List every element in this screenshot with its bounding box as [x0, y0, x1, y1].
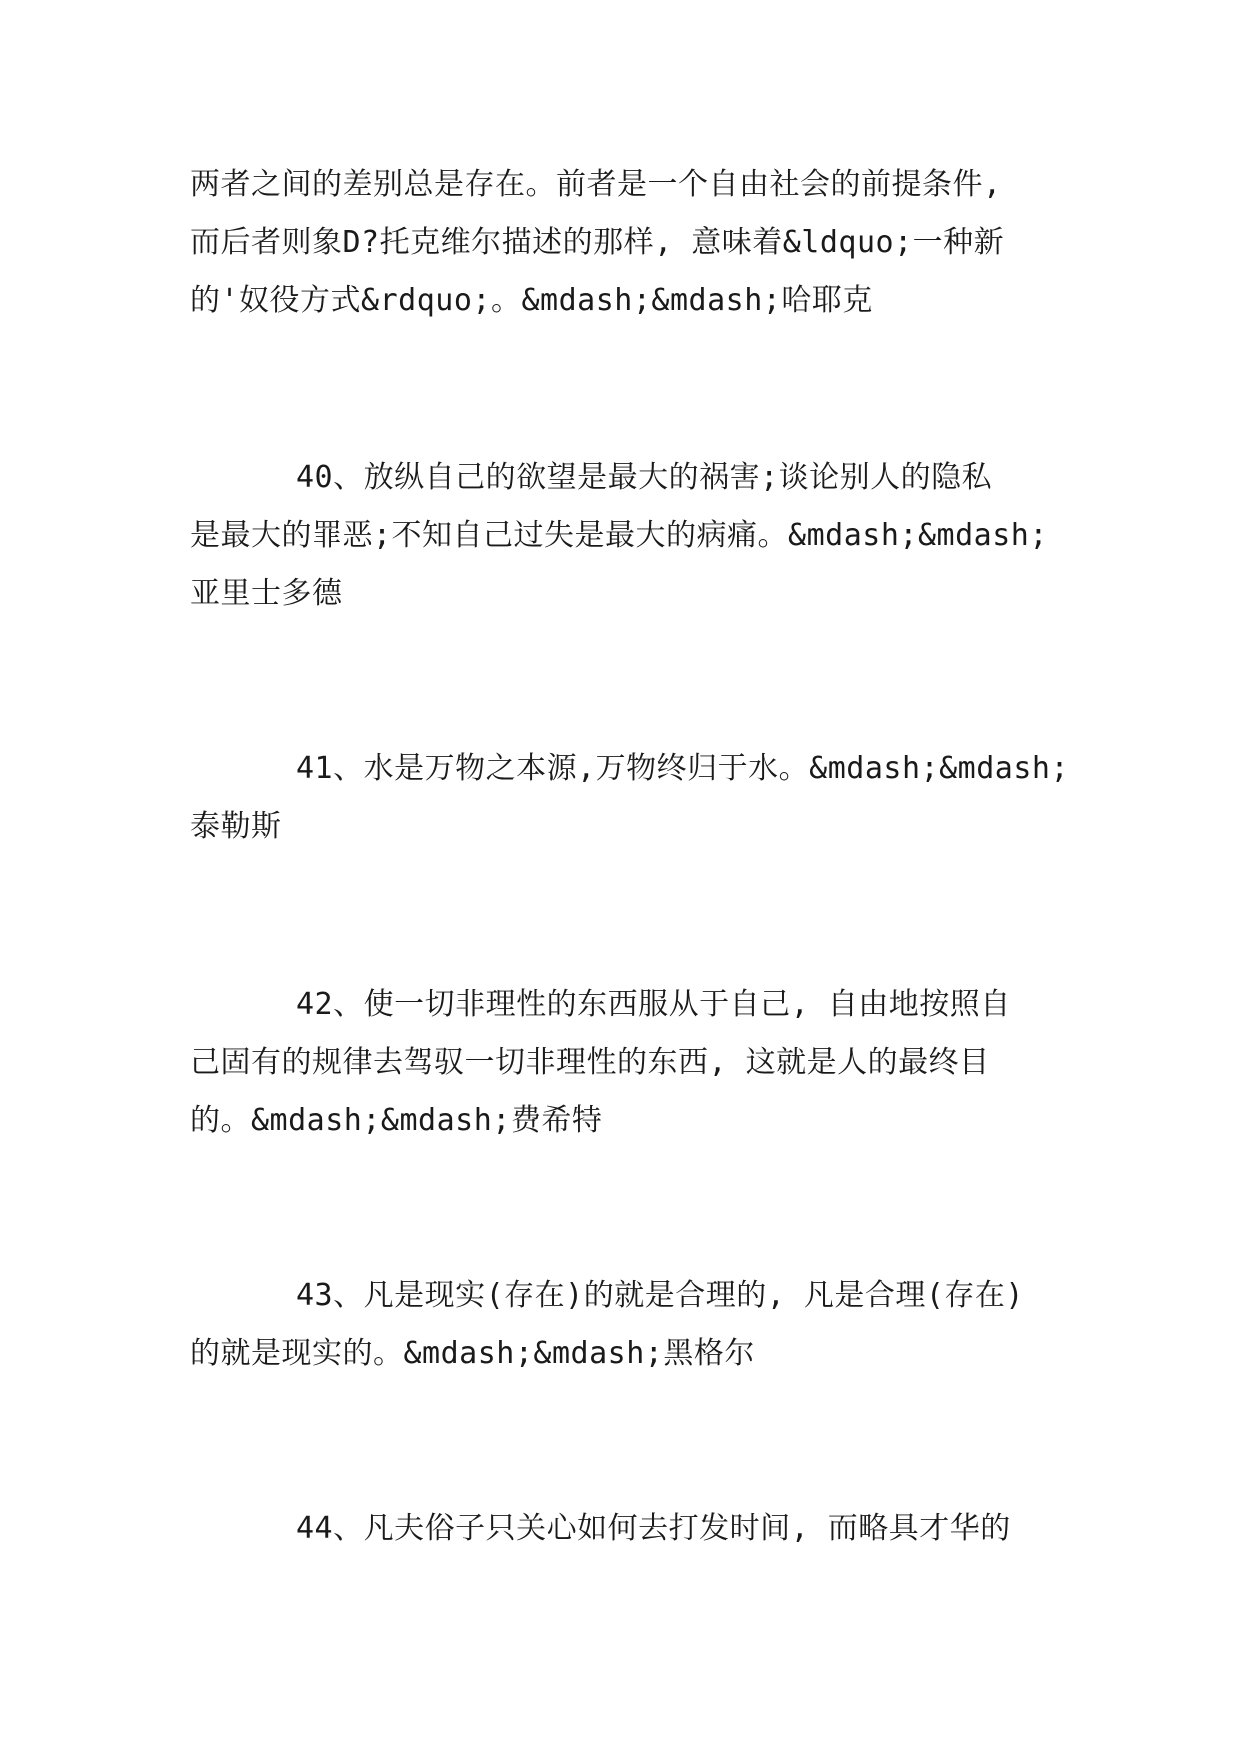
text-line: 亚里士多德 — [190, 576, 343, 611]
text-line: 的。&mdash;&mdash;费希特 — [190, 1103, 603, 1138]
text-line: 40、放纵自己的欲望是最大的祸害;谈论别人的隐私 — [296, 460, 993, 495]
text-line: 而后者则象D?托克维尔描述的那样, 意味着&ldquo;一种新 — [190, 225, 1005, 260]
paragraph-quote-44 — [190, 1500, 1090, 1558]
text-line: 的就是现实的。&mdash;&mdash;黑格尔 — [190, 1336, 755, 1371]
text-line: 的'奴役方式&rdquo;。&mdash;&mdash;哈耶克 — [190, 283, 873, 318]
paragraph-quote-41 — [190, 740, 1090, 856]
text-line: 41、水是万物之本源,万物终归于水。&mdash;&mdash; — [296, 751, 1070, 786]
text-line: 42、使一切非理性的东西服从于自己, 自由地按照自 — [296, 987, 1011, 1022]
text-line: 是最大的罪恶;不知自己过失是最大的病痛。&mdash;&mdash; — [190, 518, 1048, 553]
text-line: 泰勒斯 — [190, 809, 282, 844]
text-line: 己固有的规律去驾驭一切非理性的东西, 这就是人的最终目 — [190, 1045, 990, 1080]
text-line: 两者之间的差别总是存在。前者是一个自由社会的前提条件, — [190, 167, 1002, 202]
paragraph-quote-40 — [190, 449, 1090, 623]
paragraph-quote-42 — [190, 976, 1090, 1150]
text-line: 44、凡夫俗子只关心如何去打发时间, 而略具才华的 — [296, 1511, 1011, 1546]
paragraph-quote-continuation — [190, 156, 1090, 330]
paragraph-quote-43 — [190, 1267, 1090, 1383]
text-line: 43、凡是现实(存在)的就是合理的, 凡是合理(存在) — [296, 1278, 1024, 1313]
